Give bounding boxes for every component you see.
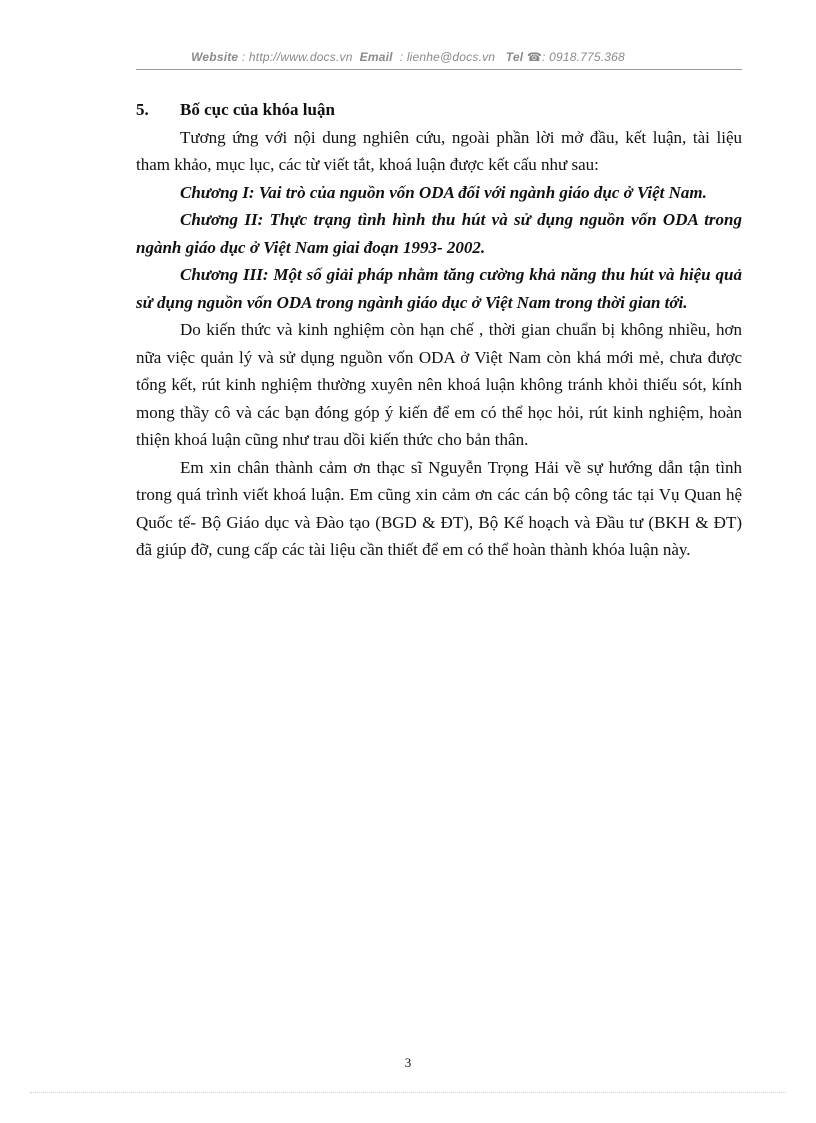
section-heading: [136, 96, 742, 124]
page-header: [0, 50, 816, 64]
chapter-1-paragraph: Chương I: Vai trò của nguồn vốn ODA đối với ngành giáo dục ở Việt Nam.: [180, 182, 707, 202]
chapter-3-paragraph: Chương III: Một số giải pháp nhằm tăng cường khả năng thu hút và hiệu quả sử dụng nguồn vốn ODA trong ngành giáo dục ở Việt Nam trong thời gian tới.: [136, 265, 742, 312]
section-number: 5.: [136, 100, 149, 119]
tel-number: : 0918.775.368: [542, 50, 625, 64]
page-number: 3: [404, 1055, 412, 1070]
limitations-paragraph: Do kiến thức và kinh nghiệm còn hạn chế , thời gian chuẩn bị không nhiều, hơn nữa việc quản lý và sử dụng nguồn vốn ODA ở Việt Nam còn khá mới mẻ, chưa được tổng kết, rút kinh nghiệm thường xuyên nên khoá luận không tránh khỏi thiếu sót, kính mong thầy cô và các bạn đóng góp ý kiến để em có thể học hỏi, rút kinh nghiệm, hoàn thiện khoá luận cũng như trau dồi kiến thức cho bản thân.: [136, 320, 742, 449]
intro-paragraph: Tương ứng với nội dung nghiên cứu, ngoài phần lời mở đầu, kết luận, tài liệu tham khảo, mục lục, các từ viết tắt, khoá luận được kết cấu như sau:: [136, 127, 742, 174]
section-title: Bố cục của khóa luận: [180, 100, 335, 119]
header-divider: [136, 69, 742, 70]
footer-divider: [30, 1092, 786, 1093]
acknowledgement-paragraph: Em xin chân thành cảm ơn thạc sĩ Nguyễn Trọng Hải về sự hướng dẫn tận tình trong quá trình viết khoá luận. Em cũng xin cảm ơn các cán bộ công tác tại Vụ Quan hệ Quốc tế- Bộ Giáo dục và Đào tạo (BGD & ĐT), Bộ Kế hoạch và Đầu tư (BKH & ĐT) đã giúp đỡ, cung cấp các tài liệu cần thiết để em có thể hoàn thành khóa luận này.: [136, 457, 742, 559]
website-label: Website: [191, 50, 239, 64]
email-label: Email: [359, 50, 393, 64]
phone-icon: ☎: [526, 50, 542, 64]
tel-label: Tel: [505, 50, 524, 64]
website-url[interactable]: : http://www.docs.vn: [241, 50, 353, 64]
document-body: [136, 96, 742, 564]
email-address[interactable]: : lienhe@docs.vn: [399, 50, 496, 64]
chapter-2-paragraph: Chương II: Thực trạng tình hình thu hút và sử dụng nguồn vốn ODA trong ngành giáo dục ở Việt Nam giai đoạn 1993- 2002.: [136, 210, 742, 257]
